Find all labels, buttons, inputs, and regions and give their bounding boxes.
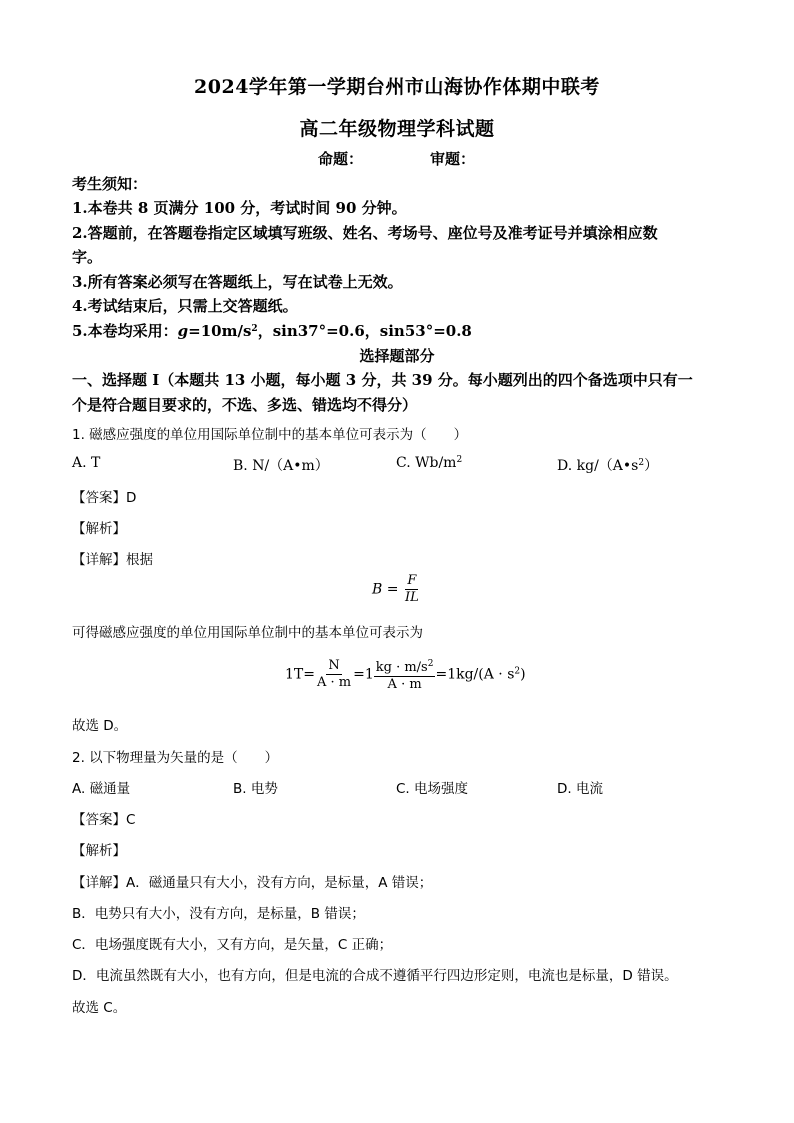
- q2-detail-b: B．电势只有大小，没有方向，是标量，B 错误；: [72, 906, 365, 922]
- eq2-lhs: 1T=: [285, 666, 315, 683]
- q1-equation-1: [372, 573, 421, 606]
- q2-detail-d: D．电流虽然既有大小，也有方向，但是电流的合成不遵循平行四边形定则，电流也是标量，D 错误。: [72, 968, 678, 984]
- q1-conclusion: 故选 D。: [72, 718, 128, 734]
- q1-answer: 【答案】D: [72, 490, 137, 506]
- eq1-numerator: F: [407, 573, 417, 588]
- q1-option-a: A. T: [72, 455, 101, 471]
- q1-equation-2: [285, 656, 526, 693]
- notice-item-5-exp: 2: [251, 324, 258, 334]
- q1-analysis-label: 【解析】: [72, 521, 126, 537]
- section-instructions-1: 一、选择题 I（本题共 13 小题，每小题 3 分，共 39 分。每小题列出的四个备选项中只有一: [72, 371, 693, 389]
- q1-option-c-exp: 2: [456, 455, 463, 465]
- q2-answer: 【答案】C: [72, 812, 136, 828]
- eq2-num-2-text: kg · m/s: [375, 660, 428, 675]
- q1-option-d-text: D. kg/（A•s: [557, 458, 639, 474]
- q1-stem: 1. 磁感应强度的单位用国际单位制中的基本单位可表示为（ ）: [72, 427, 468, 443]
- notice-item-5-value: =10m/s: [188, 322, 252, 340]
- eq2-num-2: [374, 656, 436, 677]
- eq2-mid: =1: [353, 666, 374, 683]
- notice-item-5: [72, 320, 472, 341]
- q1-option-b: B. N/（A•m）: [233, 458, 329, 474]
- exam-title: 2024学年第一学期台州市山海协作体期中联考: [194, 76, 600, 98]
- notice-item-5-g: g: [177, 322, 189, 340]
- notice-item-5-sin: ，sin37°=0.6，sin53°=0.8: [257, 322, 472, 340]
- q2-stem: 2. 以下物理量为矢量的是（ ）: [72, 750, 279, 766]
- q1-option-d: [557, 455, 658, 475]
- notice-heading: 考生须知：: [72, 175, 148, 193]
- eq2-den-2: A · m: [387, 677, 422, 692]
- eq1-equals: =: [382, 581, 403, 598]
- eq2-den-1: A · m: [316, 675, 352, 690]
- eq2-fraction-2: [374, 656, 436, 693]
- shenti-label: 审题：: [430, 150, 476, 168]
- notice-item-3: 3.所有答案必须写在答题纸上，写在试卷上无效。: [72, 273, 403, 291]
- subject-title: 高二年级物理学科试题: [299, 118, 495, 140]
- q2-conclusion: 故选 C。: [72, 1000, 127, 1016]
- eq1-lhs: B: [372, 581, 383, 598]
- notice-item-4: 4.考试结束后，只需上交答题纸。: [72, 297, 298, 315]
- q2-option-b: B. 电势: [233, 781, 278, 797]
- q1-option-c-text: C. Wb/m: [396, 455, 457, 471]
- notice-item-5-prefix: 5.本卷均采用：: [72, 322, 178, 340]
- q1-explanation: 可得磁感应强度的单位用国际单位制中的基本单位可表示为: [72, 625, 423, 641]
- q2-analysis-label: 【解析】: [72, 843, 126, 859]
- q1-option-d-exp: 2: [638, 458, 645, 468]
- q2-option-a: A. 磁通量: [72, 781, 131, 797]
- eq2-num-1: N: [328, 658, 340, 673]
- q1-option-d-tail: ）: [644, 458, 659, 474]
- eq2-num-2-exp: 2: [427, 659, 434, 669]
- notice-item-1: 1.本卷共 8 页满分 100 分，考试时间 90 分钟。: [72, 199, 407, 217]
- eq2-fraction-1: [315, 658, 353, 691]
- q2-detail-a: 【详解】A．磁通量只有大小，没有方向，是标量，A 错误；: [72, 875, 433, 891]
- mingti-label: 命题：: [318, 150, 364, 168]
- section-instructions-2: 个是符合题目要求的，不选、多选、错选均不得分）: [72, 396, 418, 414]
- eq2-rhs-tail: ): [520, 666, 526, 683]
- q2-option-d: D. 电流: [557, 781, 603, 797]
- q1-detail: 【详解】根据: [72, 552, 153, 568]
- notice-item-2a: 2.答题前，在答题卷指定区域填写班级、姓名、考场号、座位号及准考证号并填涂相应数: [72, 224, 658, 242]
- q2-detail-c: C．电场强度既有大小，又有方向，是矢量，C 正确；: [72, 937, 393, 953]
- eq1-denominator: IL: [404, 590, 419, 605]
- q2-option-c: C. 电场强度: [396, 781, 469, 797]
- eq2-rhs: =1kg/(A · s: [435, 666, 515, 683]
- notice-item-2b: 字。: [72, 248, 103, 266]
- section-title: 选择题部分: [359, 347, 435, 365]
- eq2-rhs-exp: 2: [514, 666, 521, 677]
- q1-option-c: [396, 455, 462, 471]
- eq1-fraction: [403, 573, 421, 606]
